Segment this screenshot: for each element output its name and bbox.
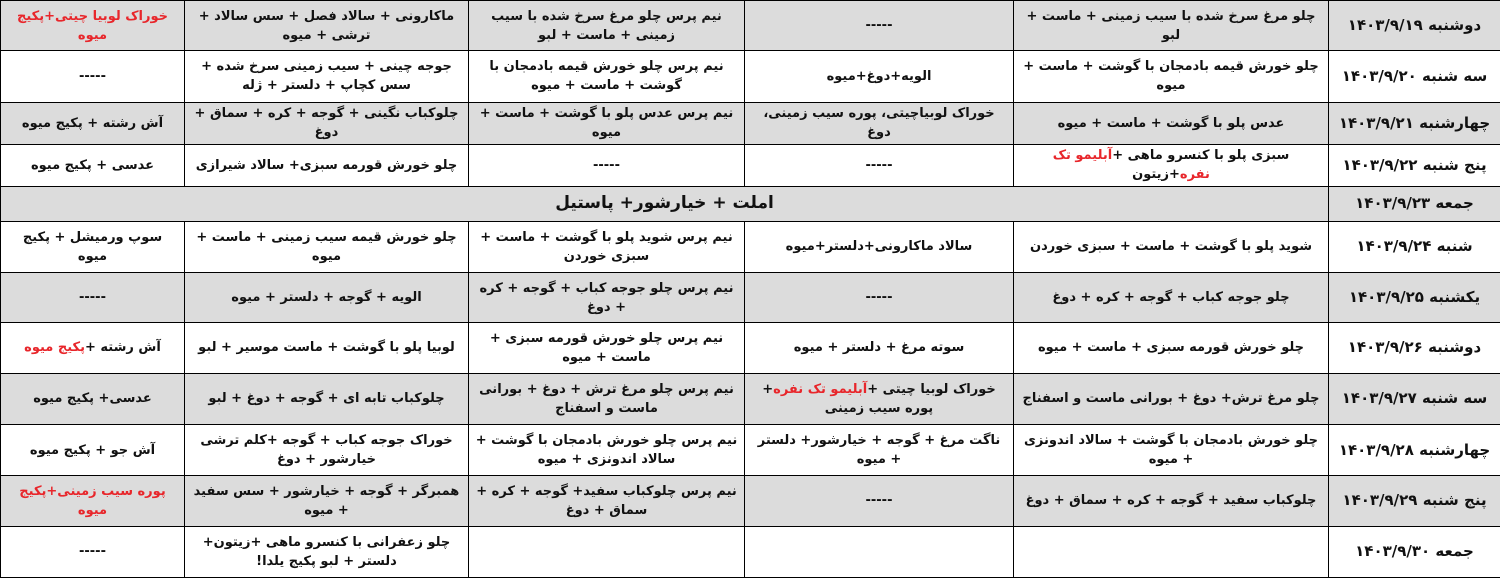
menu-text: نیم پرس عدس پلو با گوشت + ماست + میوه	[479, 106, 734, 141]
menu-text: خوراک لوبیاچیتی، پوره سیب زمینی، دوغ	[763, 106, 995, 141]
menu-text: الویه+دوغ+میوه	[826, 68, 932, 84]
menu-text: چلو خورش قیمه بادمجان با گوشت + ماست + میوه	[1023, 59, 1319, 94]
date-cell: شنبه ۱۴۰۳/۹/۲۴	[1329, 221, 1500, 272]
menu-cell	[185, 144, 469, 186]
menu-text: -----	[79, 290, 106, 306]
date-cell: دوشنبه ۱۴۰۳/۹/۲۶	[1329, 323, 1500, 373]
menu-cell	[1014, 1, 1329, 51]
menu-text: عدسی+ پکیج میوه	[33, 391, 152, 407]
menu-cell	[745, 1, 1014, 51]
menu-cell	[1014, 476, 1329, 526]
menu-text: سوپ ورمیشل + پکیج میوه	[22, 229, 163, 264]
table-row	[1, 102, 1500, 144]
menu-cell	[469, 526, 745, 577]
menu-text: الویه + گوجه + دلستر + میوه	[231, 290, 422, 306]
menu-cell	[1, 221, 185, 272]
menu-text: -----	[865, 493, 893, 509]
menu-cell	[185, 373, 469, 424]
date-cell: چهارشنبه ۱۴۰۳/۹/۲۸	[1329, 424, 1500, 475]
menu-cell	[1014, 144, 1329, 186]
menu-text: -----	[79, 68, 106, 84]
date-cell: چهارشنبه ۱۴۰۳/۹/۲۱	[1329, 102, 1500, 144]
menu-text: نیم پرس چلو مرغ سرخ شده با سیب زمینی + ماست + لبو	[491, 8, 722, 43]
menu-text: خوراک لوبیا چیتی +	[867, 381, 996, 397]
date-cell: سه شنبه ۱۴۰۳/۹/۲۰	[1329, 51, 1500, 102]
menu-text: نیم پرس چلوکباب سفید+ گوجه + کره + سماق + دوغ	[476, 483, 737, 518]
menu-cell	[1014, 373, 1329, 424]
menu-cell	[1014, 51, 1329, 102]
date-cell: جمعه ۱۴۰۳/۹/۳۰	[1329, 526, 1500, 577]
menu-cell	[469, 102, 745, 144]
menu-cell	[469, 1, 745, 51]
menu-text: چلو خورش قورمه سبزی+ سالاد شیرازی	[195, 157, 458, 173]
menu-text: نیم پرس چلو خورش قیمه بادمجان با گوشت + ماست + میوه	[489, 59, 724, 94]
menu-cell	[185, 424, 469, 475]
menu-cell	[745, 476, 1014, 526]
menu-cell	[1014, 526, 1329, 577]
menu-text: ماکارونی + سالاد فصل + سس سالاد + ترشی + میوه	[198, 8, 455, 43]
menu-cell	[469, 373, 745, 424]
menu-cell	[745, 221, 1014, 272]
menu-text: نیم پرس چلو خورش قورمه سبزی + ماست + میوه	[489, 330, 724, 365]
menu-cell	[1, 526, 185, 577]
menu-text: عدس پلو با گوشت + ماست + میوه	[1057, 115, 1285, 131]
menu-text: چلو خورش بادمجان با گوشت + سالاد اندونزی + میوه	[1023, 433, 1319, 468]
menu-text: چلو زعفرانی با کنسرو ماهی +زیتون+ دلستر + لبو پکیج یلدا!	[202, 534, 451, 569]
menu-text: نیم پرس چلو مرغ ترش + دوغ + بورانی ماست و اسفناج	[479, 381, 734, 416]
highlighted-menu-text: پکیج میوه	[24, 340, 85, 356]
menu-cell	[1, 144, 185, 186]
menu-text: -----	[593, 157, 620, 173]
menu-cell	[469, 51, 745, 102]
menu-cell	[469, 476, 745, 526]
menu-text: آش رشته + پکیج میوه	[21, 115, 164, 131]
menu-text: -----	[79, 544, 106, 560]
menu-cell	[469, 221, 745, 272]
menu-text: چلو مرغ سرخ شده با سیب زمینی + ماست + لبو	[1026, 8, 1316, 43]
date-cell: دوشنبه ۱۴۰۳/۹/۱۹	[1329, 1, 1500, 51]
menu-cell	[745, 273, 1014, 323]
menu-text: ناگت مرغ + گوجه + خیارشور+ دلستر + میوه	[757, 433, 1001, 468]
menu-text: + پوره سیب زمینی	[762, 381, 934, 416]
menu-cell	[185, 51, 469, 102]
menu-text: چلو خورش قورمه سبزی + ماست + میوه	[1037, 340, 1305, 356]
menu-cell	[1014, 273, 1329, 323]
meal-schedule-body	[1, 1, 1500, 578]
menu-cell	[185, 221, 469, 272]
menu-text: آش جو + پکیج میوه	[29, 442, 156, 458]
highlighted-menu-text: خوراک لوبیا چیتی+پکیج میوه	[16, 8, 169, 43]
menu-cell	[469, 323, 745, 373]
menu-cell	[185, 273, 469, 323]
menu-text: سبزی پلو با کنسرو ماهی +	[1112, 148, 1290, 164]
menu-cell	[185, 1, 469, 51]
menu-text: جوجه چینی + سیب زمینی سرخ شده + سس کچاپ + دلستر + ژله	[201, 59, 452, 94]
date-cell: پنج شنبه ۱۴۰۳/۹/۲۹	[1329, 476, 1500, 526]
menu-cell	[745, 373, 1014, 424]
menu-cell	[1, 102, 185, 144]
table-row	[1, 51, 1500, 102]
date-cell: سه شنبه ۱۴۰۳/۹/۲۷	[1329, 373, 1500, 424]
menu-text: -----	[865, 290, 893, 306]
menu-cell	[1, 51, 185, 102]
menu-cell	[745, 526, 1014, 577]
highlighted-menu-text: آبلیمو تک نفره	[773, 381, 868, 397]
menu-text: نیم پرس شوید پلو با گوشت + ماست + سبزی خوردن	[480, 229, 733, 264]
menu-cell	[745, 144, 1014, 186]
table-row	[1, 373, 1500, 424]
menu-cell	[1, 373, 185, 424]
menu-cell	[745, 102, 1014, 144]
highlighted-menu-text: پوره سیب زمینی+پکیج میوه	[19, 483, 166, 518]
date-cell: جمعه ۱۴۰۳/۹/۲۳	[1329, 186, 1500, 221]
menu-text: سوته مرغ + دلستر + میوه	[793, 340, 965, 356]
menu-cell	[1, 1, 185, 51]
menu-text: شوید پلو با گوشت + ماست + سبزی خوردن	[1029, 239, 1312, 255]
table-row	[1, 186, 1500, 221]
menu-text: -----	[865, 157, 893, 173]
menu-text: نیم پرس چلو جوجه کباب + گوجه + کره + دوغ	[479, 280, 734, 315]
menu-cell	[185, 323, 469, 373]
menu-cell	[469, 273, 745, 323]
menu-text: چلوکباب تابه ای + گوجه + دوغ + لبو	[208, 391, 445, 407]
menu-text: نیم پرس چلو خورش بادمجان با گوشت + سالاد اندونزی + میوه	[475, 433, 738, 468]
merged-menu-cell: املت + خیارشور+ پاستیل	[1, 186, 1329, 221]
menu-cell	[469, 424, 745, 475]
menu-cell	[1, 424, 185, 475]
menu-cell	[185, 102, 469, 144]
menu-cell	[1, 273, 185, 323]
menu-text: آش رشته +	[85, 340, 161, 356]
menu-text: لوبیا پلو با گوشت + ماست موسیر + لبو	[198, 340, 455, 356]
menu-cell	[185, 526, 469, 577]
menu-text: عدسی + پکیج میوه	[30, 157, 155, 173]
table-row	[1, 424, 1500, 475]
menu-text: چلوکباب نگینی + گوجه + کره + سماق + دوغ	[194, 106, 459, 141]
menu-cell	[1, 476, 185, 526]
menu-cell	[1014, 221, 1329, 272]
date-cell: پنج شنبه ۱۴۰۳/۹/۲۲	[1329, 144, 1500, 186]
menu-text: +زیتون	[1132, 167, 1180, 183]
menu-text: -----	[865, 18, 893, 34]
menu-cell	[745, 51, 1014, 102]
table-row	[1, 1, 1500, 51]
table-row	[1, 144, 1500, 186]
menu-cell	[1014, 424, 1329, 475]
menu-text: چلوکباب سفید + گوجه + کره + سماق + دوغ	[1025, 493, 1317, 509]
menu-cell	[1014, 323, 1329, 373]
date-cell: یکشنبه ۱۴۰۳/۹/۲۵	[1329, 273, 1500, 323]
menu-cell	[185, 476, 469, 526]
table-row	[1, 273, 1500, 323]
menu-text: همبرگر + گوجه + خیارشور + سس سفید + میوه	[193, 483, 460, 518]
menu-text: چلو خورش قیمه سیب زمینی + ماست + میوه	[196, 229, 457, 264]
table-row	[1, 221, 1500, 272]
menu-text: چلو مرغ ترش+ دوغ + بورانی ماست و اسفناج	[1022, 391, 1320, 407]
menu-cell	[1, 323, 185, 373]
menu-cell	[1014, 102, 1329, 144]
menu-cell	[745, 424, 1014, 475]
table-row	[1, 526, 1500, 577]
menu-text: سالاد ماکارونی+دلستر+میوه	[785, 239, 973, 255]
menu-cell	[469, 144, 745, 186]
menu-cell	[745, 323, 1014, 373]
table-row	[1, 476, 1500, 526]
menu-text: چلو جوجه کباب + گوجه + کره + دوغ	[1052, 290, 1290, 306]
table-row	[1, 323, 1500, 373]
menu-text: خوراک جوجه کباب + گوجه +کلم ترشی خیارشور + دوغ	[200, 433, 453, 468]
highlighted-menu-text: آبلیمو تک نفره	[1052, 148, 1210, 183]
